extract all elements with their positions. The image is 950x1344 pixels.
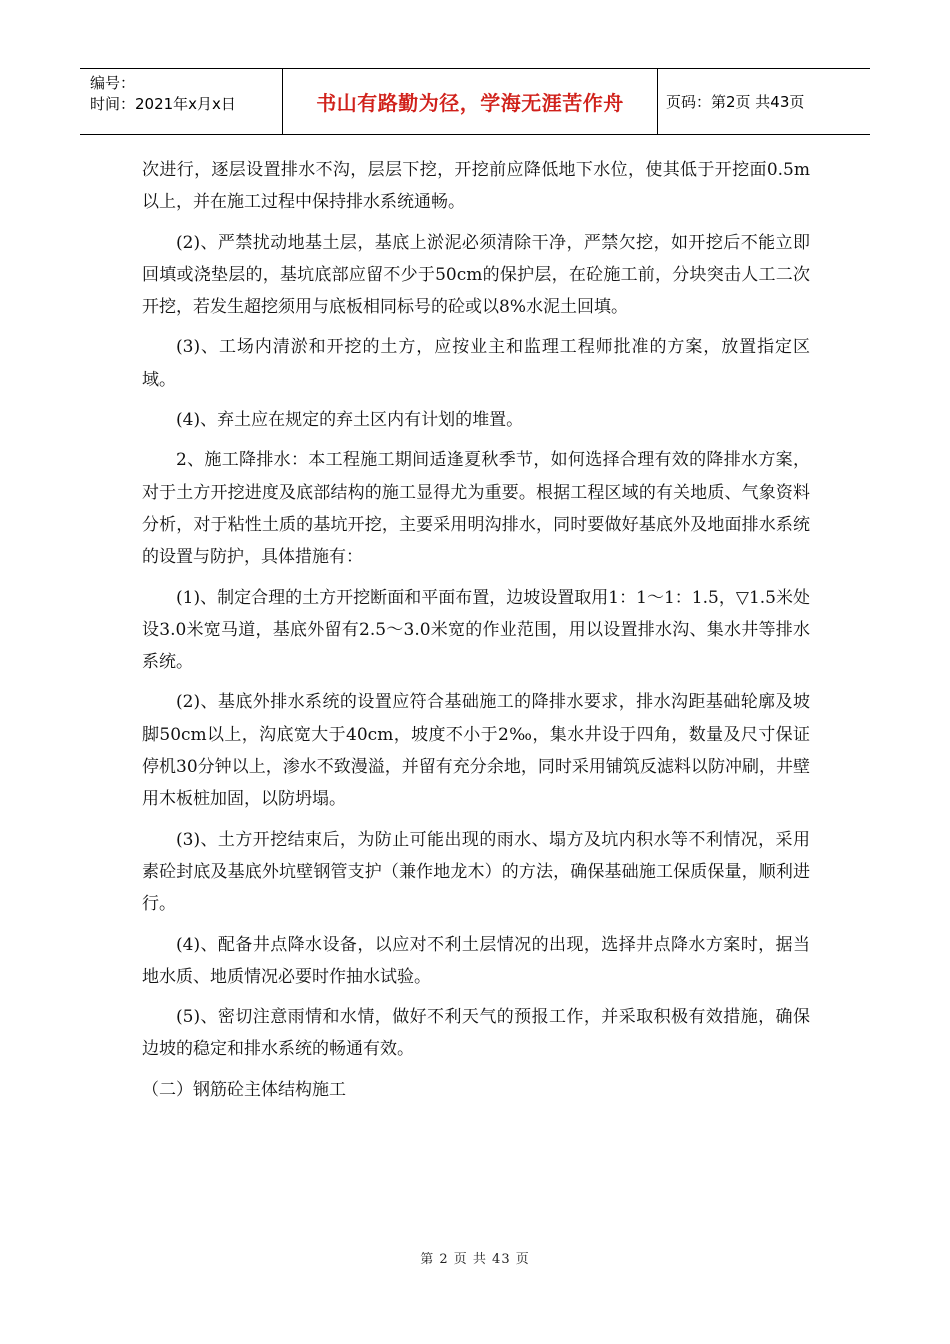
paragraph: (5)、密切注意雨情和水情，做好不利天气的预报工作，并采取积极有效措施，确保边坡的稳定和排水系统的畅通有效。	[142, 1007, 810, 1060]
document-body	[142, 154, 810, 1114]
page-footer: 第 2 页 共 43 页	[420, 1252, 530, 1267]
paragraph: (3)、土方开挖结束后，为防止可能出现的雨水、塌方及坑内积水等不利情况，采用素砼封底及基底外坑壁钢管支护（兼作地龙木）的方法，确保基础施工保质保量，顺利进行。	[142, 829, 810, 915]
paragraph: (1)、制定合理的土方开挖断面和平面布置，边坡设置取用1：1～1：1.5，▽1.5米处设3.0米宽马道，基底外留有2.5～3.0米宽的作业范围，用以设置排水沟、集水井等排水系统。	[142, 587, 811, 673]
paragraph: (2)、基底外排水系统的设置应符合基础施工的降排水要求，排水沟距基础轮廓及坡脚50cm以上，沟底宽大于40cm，坡度不小于2‰，集水井设于四角，数量及尺寸保证停机30分钟以上，渗水不致漫溢，并留有充分余地，同时采用铺筑反滤料以防冲刷，井壁用木板桩加固，以防坍塌。	[142, 692, 810, 810]
paragraph: (4)、配备井点降水设备，以应对不利土层情况的出现，选择井点降水方案时，据当地水质、地质情况必要时作抽水试验。	[142, 934, 810, 987]
document-number-label: 编号：	[90, 74, 136, 92]
paragraph: (4)、弃土应在规定的弃土区内有计划的堆置。	[176, 410, 524, 431]
document-time-label: 时间：2021年x月x日	[90, 95, 236, 113]
paragraph: (2)、严禁扰动地基土层，基底上淤泥必须清除干净，严禁欠挖，如开挖后不能立即回填或浇垫层的，基坑底部应留不少于50cm的保护层，在砼施工前，分块突击人工二次开挖，若发生超挖须用与底板相同标号的砼或以8%水泥土回填。	[142, 232, 810, 318]
header-page-info: 页码：第2页 共43页	[666, 93, 805, 111]
section-heading: （二）钢筋砼主体结构施工	[142, 1079, 346, 1100]
paragraph: 2、施工降排水：本工程施工期间适逢夏秋季节，如何选择合理有效的降排水方案，对于土方开挖进度及底部结构的施工显得尤为重要。根据工程区域的有关地质、气象资料分析，对于粘性土质的基坑开挖，主要采用明沟排水，同时要做好基底外及地面排水系统的设置与防护，具体措施有：	[142, 450, 810, 568]
paragraph-continuation: 次进行，逐层设置排水不沟，层层下挖，开挖前应降低地下水位，使其低于开挖面0.5m以上，并在施工过程中保持排水系统通畅。	[142, 160, 810, 213]
page-header	[80, 68, 870, 135]
header-meta	[80, 69, 283, 134]
header-motto: 书山有路勤为径，学海无涯苦作舟	[283, 69, 658, 134]
paragraph: (3)、工场内清淤和开挖的土方，应按业主和监理工程师批准的方案，放置指定区域。	[142, 337, 810, 390]
